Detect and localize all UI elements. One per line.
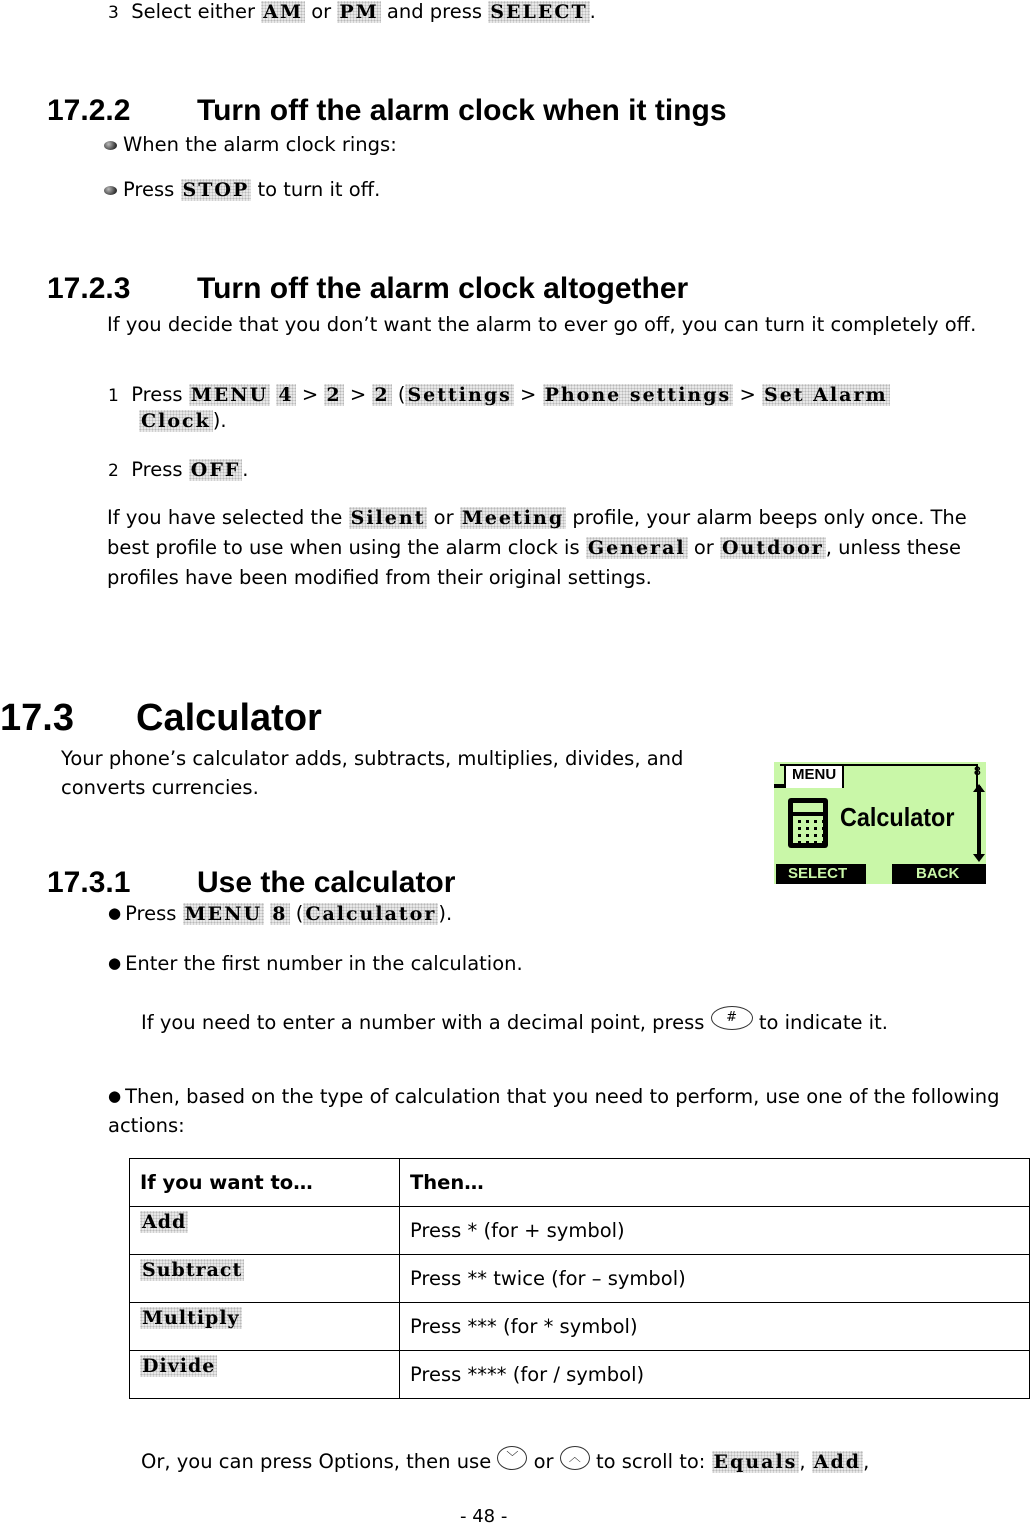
clock-menu: Clock — [141, 410, 211, 432]
table-header-row — [130, 1159, 1030, 1207]
am-key: AM — [263, 1, 304, 23]
outdoor-profile: Outdoor — [721, 537, 824, 559]
meeting-profile: Meeting — [461, 507, 565, 529]
table-row — [130, 1351, 1030, 1399]
key-4: 4 — [278, 384, 294, 406]
add-option: Add — [813, 1451, 862, 1473]
select-key: SELECT — [490, 1, 588, 23]
table-row — [130, 1255, 1030, 1303]
table-header: If you want to… — [130, 1159, 400, 1207]
calculator-menu: Calculator — [305, 903, 437, 925]
page-number: - 48 - — [460, 1506, 508, 1527]
general-profile: General — [587, 537, 686, 559]
bullet-icon — [104, 186, 117, 195]
screen-title: Calculator — [840, 802, 955, 832]
menu-key: MENU — [190, 384, 269, 406]
bullet-icon — [104, 141, 117, 150]
divide-action: Divide — [142, 1355, 216, 1377]
hash-key-icon: # — [711, 1006, 753, 1030]
step-number: 3 — [108, 3, 119, 23]
bullet-dot: ● — [108, 954, 122, 972]
table-cell: Press *** (for * symbol) — [400, 1303, 1030, 1351]
subtract-action: Subtract — [142, 1259, 243, 1281]
stop-key: STOP — [182, 179, 250, 201]
step-1: 1 Press MENU 4 > 2 > 2 ( Settings > Phone settings > Set Alarm — [108, 383, 888, 406]
pm-key: PM — [339, 1, 379, 23]
set-alarm-menu: Set Alarm — [763, 384, 888, 406]
key-8: 8 — [272, 903, 288, 925]
heading-17-2-2: 17.2.2 Turn off the alarm clock when it tings — [47, 94, 727, 127]
table-cell: Press ** twice (for – symbol) — [400, 1255, 1030, 1303]
scroll-down-icon: ﹀ — [497, 1446, 527, 1470]
heading-17-3-1: 17.3.1 Use the calculator — [47, 866, 456, 899]
screen-menu-label: MENU — [792, 766, 837, 783]
off-key: OFF — [190, 459, 241, 481]
calculator-intro: Your phone’s calculator adds, subtracts, multiplies, divides, and converts currencies. — [61, 747, 684, 799]
bullet-dot: ● — [108, 904, 122, 922]
signal-icon: 8 — [974, 764, 981, 778]
actions-table — [129, 1158, 1030, 1399]
key-2: 2 — [326, 384, 342, 406]
equals-option: Equals — [713, 1451, 798, 1473]
add-action: Add — [142, 1211, 187, 1233]
key-2: 2 — [374, 384, 390, 406]
scrollbar-icon — [977, 786, 981, 856]
table-cell: Press * (for + symbol) — [400, 1207, 1030, 1255]
step-2: 2 Press OFF . — [108, 458, 249, 481]
table-row — [130, 1207, 1030, 1255]
menu-key: MENU — [184, 903, 263, 925]
settings-menu: Settings — [407, 384, 512, 406]
silent-profile: Silent — [350, 507, 426, 529]
table-header: Then… — [400, 1159, 1030, 1207]
phone-settings-menu: Phone settings — [544, 384, 732, 406]
calculator-icon — [788, 798, 828, 848]
bullet-press-stop: Press STOP to turn it off. — [104, 178, 380, 201]
bullet-press-menu: ● Press MENU 8 ( Calculator ). — [108, 902, 453, 925]
bullet-alarm-rings: When the alarm clock rings: — [104, 133, 397, 156]
heading-17-3: 17.3 Calculator — [0, 697, 322, 739]
multiply-action: Multiply — [142, 1307, 240, 1329]
decimal-note: If you need to enter a number with a decimal point, press # to indicate it. — [141, 1009, 888, 1036]
step-1-cont: Clock ). — [141, 409, 227, 432]
scroll-up-icon: ︿ — [560, 1446, 590, 1470]
screen-select-softkey: SELECT — [788, 865, 848, 882]
table-cell: Press **** (for / symbol) — [400, 1351, 1030, 1399]
calculator-screen-image — [774, 762, 986, 884]
screen-back-softkey: BACK — [916, 865, 960, 882]
step-3: 3 Select either AM or PM and press SELECT . — [108, 0, 596, 23]
table-row — [130, 1303, 1030, 1351]
bullet-then: ● Then, based on the type of calculation that you need to perform, use one of the following actions: — [108, 1085, 1000, 1137]
intro-paragraph: If you decide that you don’t want the alarm to ever go off, you can turn it completely off. — [107, 313, 977, 336]
heading-17-2-3: 17.2.3 Turn off the alarm clock altogether — [47, 272, 689, 305]
bullet-enter-number: ● Enter the first number in the calculation. — [108, 952, 523, 975]
profile-paragraph: If you have selected the Silent or Meeting profile, your alarm beeps only once. The best profile to use when using the alarm clock is General or Outdoor , unless these profiles have been modified from their original settings. — [107, 506, 967, 589]
bullet-dot: ● — [108, 1087, 122, 1105]
closing-line: Or, you can press Options, then use ﹀ or ︿ to scroll to: Equals , Add , — [141, 1450, 869, 1475]
